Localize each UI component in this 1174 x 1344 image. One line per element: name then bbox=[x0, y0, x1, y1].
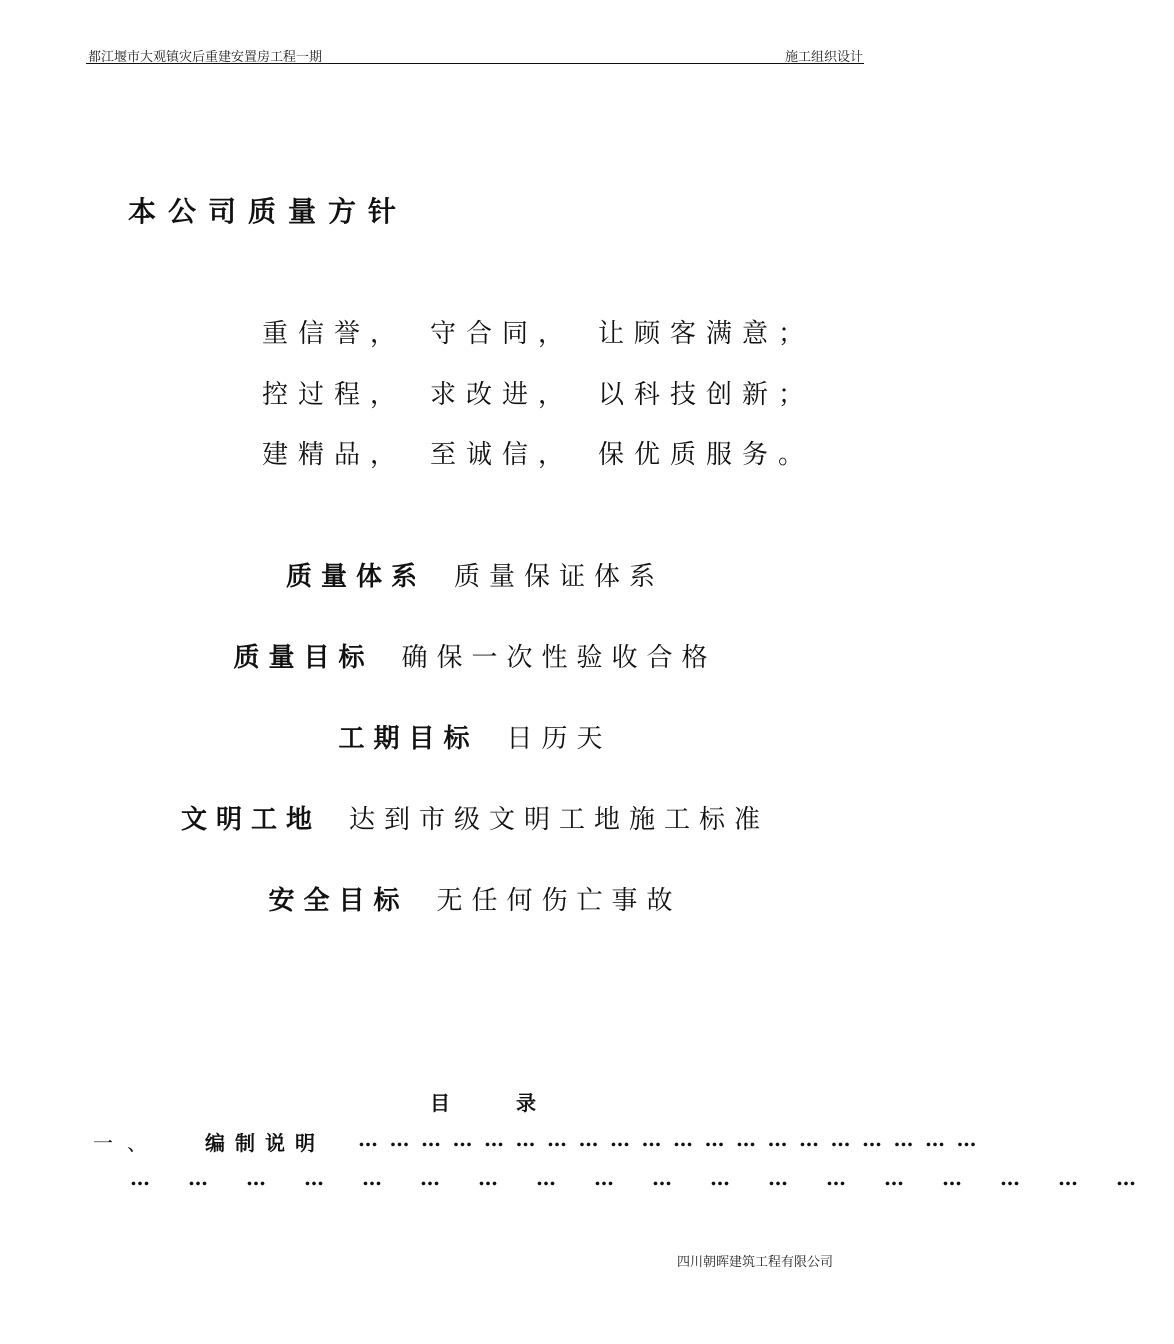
toc-leader-dots-continued: ……………………………………………… bbox=[130, 1166, 1174, 1190]
goal-safety-target bbox=[0, 880, 950, 917]
footer-company-name: 四川朝晖建筑工程有限公司 bbox=[676, 1255, 833, 1270]
goal-quality-system bbox=[0, 556, 950, 593]
policy-phrase: 重信誉， bbox=[262, 319, 407, 349]
policy-phrase: 建精品， bbox=[262, 440, 407, 470]
policy-phrase: 保优质服务。 bbox=[598, 440, 815, 470]
goal-label: 质量体系 bbox=[285, 562, 426, 592]
policy-phrase: 让顾客满意； bbox=[598, 319, 815, 349]
goal-label: 安全目标 bbox=[268, 886, 409, 916]
policy-line-1 bbox=[262, 313, 814, 350]
goal-civilized-site bbox=[0, 799, 950, 836]
goal-schedule-target bbox=[0, 718, 950, 755]
goal-quality-target bbox=[0, 637, 950, 674]
policy-phrase: 至诚信， bbox=[430, 440, 575, 470]
policy-line-3 bbox=[262, 434, 814, 471]
toc-entry[interactable] bbox=[0, 1127, 988, 1157]
toc-title-part: 录 bbox=[516, 1091, 536, 1115]
toc-title-part: 目 bbox=[430, 1091, 450, 1115]
goal-value: 日历天 bbox=[506, 724, 612, 754]
goal-label: 文明工地 bbox=[180, 805, 321, 835]
header-doc-type: 施工组织设计 bbox=[784, 50, 863, 65]
goal-label: 质量目标 bbox=[233, 643, 374, 673]
goal-value: 无任何伤亡事故 bbox=[436, 886, 682, 916]
toc-leader-dots: …………………………………………………… bbox=[358, 1127, 988, 1151]
policy-phrase: 守合同， bbox=[430, 319, 575, 349]
header-rule bbox=[86, 63, 864, 64]
goal-label: 工期目标 bbox=[338, 724, 479, 754]
policy-phrase: 求改进， bbox=[430, 380, 575, 410]
goal-value: 确保一次性验收合格 bbox=[401, 643, 717, 673]
toc-entry-number: 一、 bbox=[93, 1131, 161, 1155]
header-project-name: 都江堰市大观镇灾后重建安置房工程一期 bbox=[88, 50, 323, 65]
policy-phrase: 控过程， bbox=[262, 380, 407, 410]
goal-value: 达到市级文明工地施工标准 bbox=[349, 805, 770, 835]
policy-title: 本公司质量方针 bbox=[128, 195, 409, 228]
toc-entry-title[interactable]: 编制说明 bbox=[205, 1131, 325, 1155]
toc-title bbox=[430, 1087, 536, 1116]
goal-value: 质量保证体系 bbox=[454, 562, 665, 592]
policy-line-2 bbox=[262, 374, 814, 411]
policy-phrase: 以科技创新； bbox=[598, 380, 815, 410]
